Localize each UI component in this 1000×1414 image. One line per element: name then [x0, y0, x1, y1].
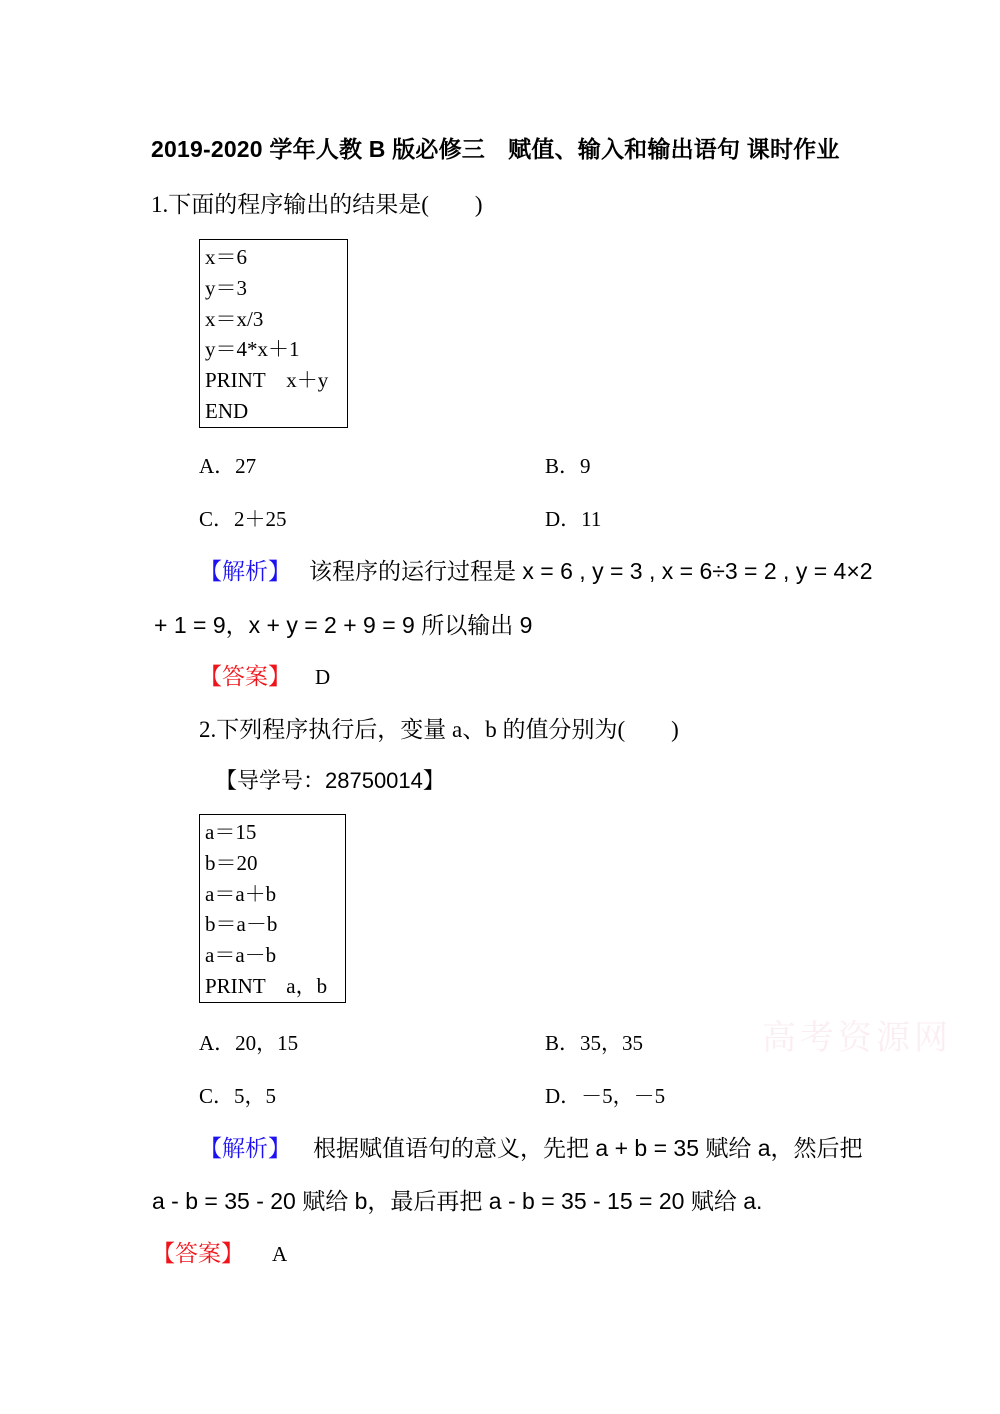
question-2-answer — [152, 1235, 287, 1268]
question-1-option-d: D．11 — [545, 507, 602, 531]
answer-value: A — [272, 1242, 288, 1266]
document-title: 2019-2020 学年人教 B 版必修三 赋值、输入和输出语句 课时作业 — [151, 136, 840, 162]
code-line: PRINT x＋y — [205, 368, 329, 393]
question-1-option-b: B．9 — [545, 454, 591, 478]
question-2-option-c: C．5，5 — [199, 1084, 277, 1108]
question-2-analysis — [199, 1130, 863, 1163]
question-1-stem: 1.下面的程序输出的结果是( ) — [151, 192, 483, 217]
question-1-option-c: C．2＋25 — [199, 507, 287, 531]
analysis-label: 【解析】 — [199, 1135, 291, 1161]
code-line: y＝4*x＋1 — [205, 337, 300, 362]
question-2-code-box — [199, 814, 346, 1003]
answer-label: 【答案】 — [199, 663, 291, 689]
code-line: a＝a＋b — [205, 881, 277, 906]
code-line: END — [205, 398, 249, 423]
question-1-analysis — [199, 553, 873, 586]
answer-label: 【答案】 — [152, 1240, 244, 1266]
question-2-option-b: B．35，35 — [545, 1031, 644, 1055]
answer-value: D — [315, 665, 331, 689]
question-1-option-a: A．27 — [199, 454, 257, 478]
code-line: b＝20 — [205, 850, 258, 875]
code-line: b＝a－b — [205, 912, 278, 937]
question-2-stem: 2.下列程序执行后，变量 a、b 的值分别为( ) — [199, 717, 679, 742]
analysis-text: 该程序的运行过程是 x = 6 , y = 3 , x = 6÷3 = 2 , y = 4×2 — [309, 558, 873, 584]
question-1-code-box — [199, 239, 348, 428]
code-line: x＝x/3 — [205, 306, 264, 331]
question-2-option-a: A．20，15 — [199, 1031, 299, 1055]
question-2-option-d: D．－5，－5 — [545, 1084, 666, 1108]
watermark: 高考资源网 — [762, 1018, 952, 1058]
code-line: a＝a－b — [205, 943, 277, 968]
code-line: x＝6 — [205, 245, 247, 269]
analysis-label: 【解析】 — [199, 558, 291, 584]
analysis-text: 根据赋值语句的意义，先把 a + b = 35 赋给 a，然后把 — [313, 1135, 863, 1161]
guide-number: 【导学号：28750014】 — [215, 768, 445, 793]
question-1-answer — [199, 658, 330, 691]
question-1-analysis-continued: + 1 = 9，x + y = 2 + 9 = 9 所以输出 9 — [154, 612, 533, 638]
code-line: PRINT a，b — [205, 973, 328, 998]
code-line: y＝3 — [205, 275, 247, 300]
code-line: a＝15 — [205, 820, 257, 844]
question-2-analysis-continued: a - b = 35 - 20 赋给 b，最后再把 a - b = 35 - 15 = 20 赋给 a. — [152, 1188, 763, 1214]
